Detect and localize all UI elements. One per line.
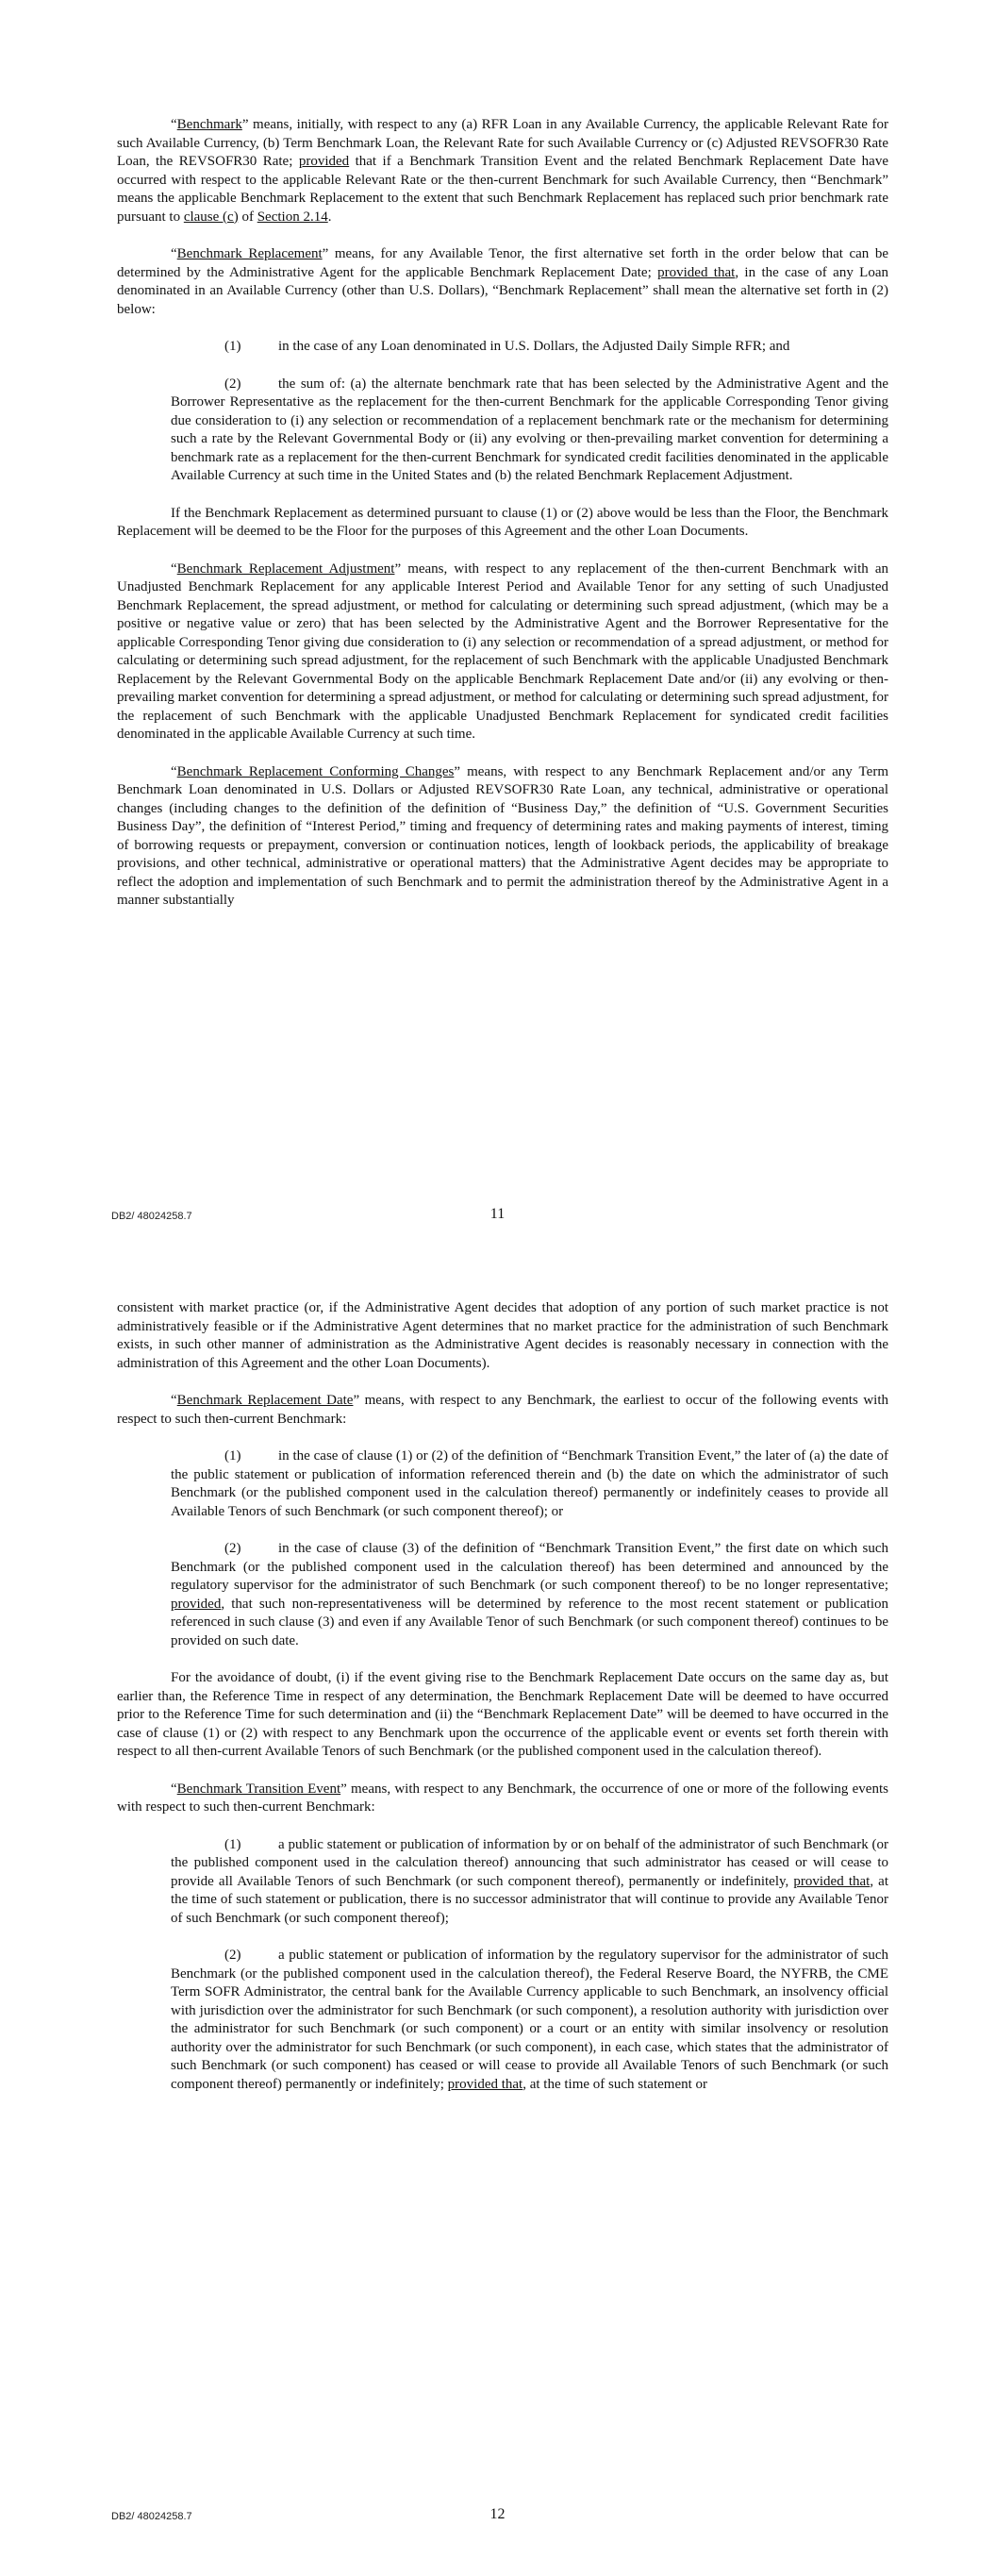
defined-term: Benchmark: [176, 117, 242, 132]
page-11-body: [117, 116, 888, 929]
defined-term: Benchmark Replacement Date: [176, 1393, 354, 1408]
page-12-body: [117, 1299, 888, 2113]
list-item: (2) a public statement or publication of information by the regulatory supervisor for the administrator of such Benchmark (or the published component used in the calculation thereof), the Federal Reserve Board, the NYFRB, the CME Term SOFR Administrator, the central bank for the Available Currency applicable to such Benchmark, an insolvency official with jurisdiction over the administrator for such Benchmark (or such component), a resolution authority with jurisdiction over the administrator for such Benchmark (or such component) or a court or an entity with similar insolvency or resolution authority over the administrator for such Benchmark (or such component), in each case, which states that the administrator of such Benchmark (or such component) has ceased or will cease to provide all Available Tenors of such Benchmark (or such component thereof) permanently or indefinitely; provided that, at the time of such statement or: [171, 1948, 888, 2092]
page-number: 11: [489, 1206, 506, 1222]
list-item: (1) in the case of clause (1) or (2) of the definition of “Benchmark Transition Event,” the later of (a) the date of the public statement or publication of information referenced therein and (b) the date on which the administrator of such Benchmark (or the published component used in the calculation thereof) permanently or indefinitely ceases to provide all Available Tenors of such Benchmark (or such component thereof); or: [171, 1448, 888, 1519]
definition-benchmark-replacement: “Benchmark Replacement” means, for any Available Tenor, the first alternative set forth in the order below that can be determined by the Administrative Agent for the applicable Benchmark Replacement Date; provided that, in the case of any Loan denominated in an Available Currency (other than U.S. Dollars), “Benchmark Replacement” shall mean the alternative set forth in (2) below:: [117, 246, 889, 317]
defined-term: Benchmark Replacement Conforming Changes: [176, 763, 455, 779]
page-number: 12: [489, 2506, 506, 2522]
floor-paragraph: If the Benchmark Replacement as determined pursuant to clause (1) or (2) above would be less than the Floor, the Benchmark Replacement will be deemed to be the Floor for the purposes of this Agreement and the other Loan Documents.: [117, 505, 888, 539]
page-11: [0, 0, 995, 1264]
defined-term: Benchmark Replacement Adjustment: [176, 560, 395, 577]
proviso: provided: [171, 1596, 222, 1612]
clause-reference: clause (c): [183, 209, 239, 225]
proviso: provided that: [657, 264, 736, 280]
definition-benchmark-replacement-adjustment: “Benchmark Replacement Adjustment” means, with respect to any replacement of the then-current Benchmark with an Unadjusted Benchmark Replacement for any applicable Interest Period and Available Tenor for any setting of such Unadjusted Benchmark Replacement, the spread adjustment, or method for calculating or determining such spread adjustment, (which may be a positive or negative value or zero) that has been selected by the Administrative Agent and the Borrower Representative for the applicable Corresponding Tenor giving due consideration to (i) any selection or recommendation of a spread adjustment, or method for calculating or determining such spread adjustment, for the replacement of such Benchmark with the applicable Unadjusted Benchmark Replacement by the Relevant Governmental Body on the applicable Benchmark Replacement Date and/or (ii) any evolving or then-prevailing market convention for determining a spread adjustment, or method for calculating or determining such spread adjustment, for the replacement of such Benchmark with the applicable Unadjusted Benchmark Replacement for syndicated credit facilities denominated in the applicable Available Currency at such time.: [117, 560, 889, 742]
list-item: (1) a public statement or publication of information by or on behalf of the administrator of such Benchmark (or the published component used in the calculation thereof) announcing that such administrator has ceased or will cease to provide all Available Tenors of such Benchmark (or such component thereof), permanently or indefinitely, provided that, at the time of such statement or publication, there is no successor administrator that will continue to provide any Available Tenor of such Benchmark (or such component thereof);: [171, 1836, 888, 1926]
avoidance-of-doubt-paragraph: For the avoidance of doubt, (i) if the event giving rise to the Benchmark Replacement Date occurs on the same day as, but earlier than, the Reference Time in respect of any determination, the Benchmark Replacement Date will be deemed to have occurred prior to the Reference Time for such determination and (ii) the “Benchmark Replacement Date” will be deemed to have occurred in the case of clause (1) or (2) with respect to any Benchmark upon the occurrence of the applicable event or events set forth therein with respect to all then-current Available Tenors of such Benchmark (or the published component used in the calculation thereof).: [117, 1670, 888, 1759]
defined-term: Benchmark Transition Event: [176, 1781, 341, 1797]
continued-paragraph: consistent with market practice (or, if the Administrative Agent decides that adoption of any portion of such market practice is not administratively feasible or if the Administrative Agent determines that no market practice for the administration of such Benchmark exists, in such other manner of administration as the Administrative Agent decides is reasonably necessary in connection with the administration of this Agreement and the other Loan Documents).: [117, 1300, 888, 1371]
page-12: [0, 1264, 995, 2576]
definition-benchmark-transition-event: “Benchmark Transition Event” means, with respect to any Benchmark, the occurrence of one or more of the following events with respect to such then-current Benchmark:: [117, 1781, 888, 1815]
defined-term: Benchmark Replacement: [176, 246, 323, 261]
document-id: DB2/ 48024258.7: [111, 1211, 192, 1222]
section-reference: Section 2.14: [257, 209, 328, 225]
proviso: provided that: [793, 1873, 871, 1889]
list-item: (2) the sum of: (a) the alternate benchmark rate that has been selected by the Administrative Agent and the Borrower Representative as the replacement for the then-current Benchmark for the applicable Corresponding Tenor giving due consideration to (i) any selection or recommendation of a replacement benchmark rate or the mechanism for determining such a rate by the Relevant Governmental Body or (ii) any evolving or then-prevailing market convention for determining a benchmark rate as a replacement for the then-current Benchmark for syndicated credit facilities denominated in the applicable Available Currency at such time in the United States and (b) the related Benchmark Replacement Adjustment.: [171, 376, 888, 483]
definition-benchmark-replacement-date: “Benchmark Replacement Date” means, with respect to any Benchmark, the earliest to occur of the following events with respect to such then-current Benchmark:: [117, 1393, 888, 1427]
definition-benchmark: “Benchmark” means, initially, with respect to any (a) RFR Loan in any Available Currency, the applicable Relevant Rate for such Available Currency, (b) Term Benchmark Loan, the Relevant Rate for such Available Currency or (c) Adjusted REVSOFR30 Rate Loan, the REVSOFR30 Rate; provided that if a Benchmark Transition Event and the related Benchmark Replacement Date have occurred with respect to the applicable Relevant Rate or the then-current Benchmark for such Available Currency, then “Benchmark” means the applicable Benchmark Replacement to the extent that such Benchmark Replacement has replaced such prior benchmark rate pursuant to clause (c) of Section 2.14.: [117, 117, 888, 225]
document-id: DB2/ 48024258.7: [111, 2511, 192, 2522]
proviso: provided that: [447, 2076, 523, 2092]
definition-benchmark-replacement-conforming-changes: “Benchmark Replacement Conforming Changes” means, with respect to any Benchmark Replacement and/or any Term Benchmark Loan denominated in U.S. Dollars or Adjusted REVSOFR30 Rate Loan, any technical, administrative or operational changes (including changes to the definition of the definition of “Business Day,” the definition of “U.S. Government Securities Business Day”, the definition of “Interest Period,” timing and frequency of determining rates and making payments of interest, timing of borrowing requests or prepayment, conversion or continuation notices, length of lookback periods, the applicability of breakage provisions, and other technical, administrative or operational matters) that the Administrative Agent decides may be appropriate to reflect the adoption and implementation of such Benchmark and to permit the administration thereof by the Administrative Agent in a manner substantially: [117, 763, 888, 908]
proviso: provided: [298, 154, 350, 169]
list-item: (2) in the case of clause (3) of the definition of “Benchmark Transition Event,” the first date on which such Benchmark (or the published component used in the calculation thereof) has been determined and announced by the regulatory supervisor for the administrator of such Benchmark (or such component thereof) to be no longer representative; provided, that such non-representativeness will be determined by reference to the most recent statement or publication referenced in such clause (3) and even if any Available Tenor of such Benchmark (or such component thereof) continues to be provided on such date.: [171, 1541, 888, 1648]
list-item: (1) in the case of any Loan denominated in U.S. Dollars, the Adjusted Daily Simple RFR; and: [224, 339, 790, 354]
